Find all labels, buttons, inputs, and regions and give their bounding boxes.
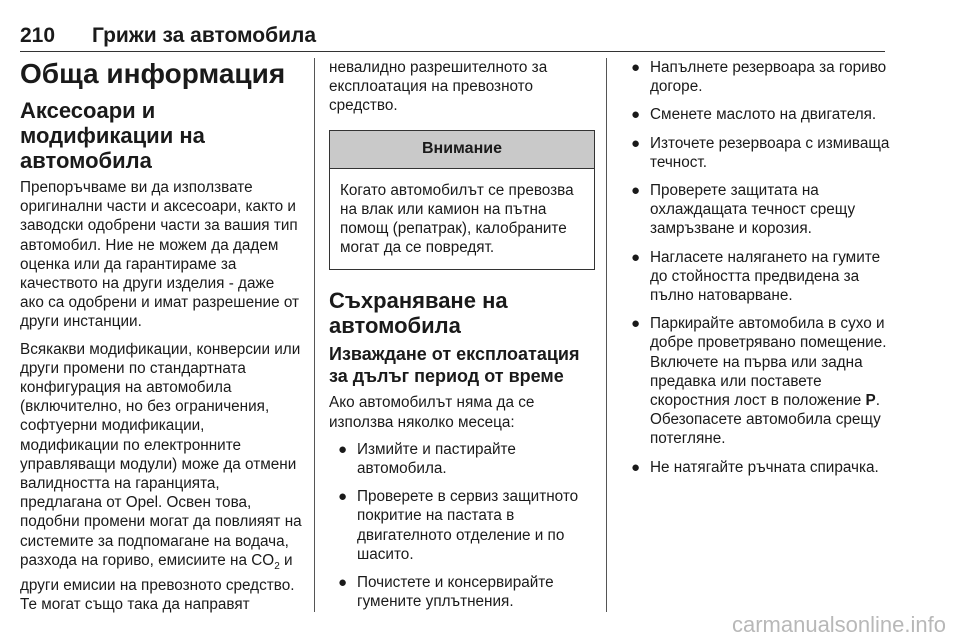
bullet-icon: ● — [631, 106, 641, 124]
column-3 — [622, 58, 892, 486]
column-divider-2 — [606, 58, 607, 612]
bullet-icon: ● — [338, 574, 348, 592]
bullet-icon: ● — [631, 182, 641, 200]
section-title-storage: Съхраняване на автомобила — [329, 288, 508, 339]
bullet-icon: ● — [338, 488, 348, 506]
bullet-icon: ● — [631, 458, 641, 476]
list-item: ● Източете резервоара с измиваща течност. — [631, 134, 890, 171]
paragraph-storage-intro: Ако автомобилът няма да се използва няколко месеца: — [329, 394, 535, 431]
column-2 — [329, 58, 597, 620]
bullet-icon: ● — [631, 315, 641, 333]
list-item: ● Измийте и пастирайте автомобила. — [338, 440, 516, 478]
warning-notice-box — [329, 130, 595, 271]
storage-checklist-part-1 — [329, 440, 597, 612]
warning-notice-title: Внимание — [330, 131, 594, 169]
bullet-icon: ● — [338, 440, 348, 458]
bullet-icon: ● — [631, 134, 641, 152]
subsection-title-accessories: Аксесоари и модификации на автомобила — [20, 98, 205, 173]
section-storage — [329, 288, 597, 611]
watermark: carmanualsonline.info — [731, 612, 946, 637]
list-item: ● Паркирайте автомобила в сухо и добре проветрявано помещение. Включете на първа или задна предавка или поставете скоростния лост в положение P. Обезопасете автомобила срещу потегляне. — [631, 315, 887, 448]
section-title-general-info: Обща информация — [20, 58, 286, 89]
list-item: ● Напълнете резервоара за гориво догоре. — [631, 59, 887, 96]
page-number: 210 — [20, 24, 56, 47]
column-1 — [20, 58, 302, 615]
running-title: Грижи за автомобила — [92, 24, 317, 47]
warning-notice-body: Когато автомобилът се превозва на влак или камион на пътна помощ (репатрак), калобраните могат да се повредят. — [340, 181, 574, 257]
subsection-title-decommission: Изваждане от експлоатация за дълъг период от време — [329, 344, 580, 387]
bullet-icon: ● — [631, 248, 641, 266]
list-item: ● Нагласете налягането на гумите до стойността предвидена за пълно натоварване. — [631, 248, 881, 305]
paragraph-accessories-2: Всякакви модификации, конверсии или други промени по стандартната конфигурация на автомобила (включително, но без ограничения, софтуерни модификации, модификации по електронните управляващи модули) може да отмени валидността на гаранцията, предлагана от Opel. Освен това, подобни промени могат да повлияят на системите за подпомагане на водача, разхода на гориво, емисиите на $CO_2$ и други емисии на превозното средство. Те могат също така да направят — [20, 340, 302, 614]
page-header — [20, 22, 885, 52]
column-divider-1 — [314, 58, 315, 612]
paragraph-accessories-1: Препоръчваме ви да използвате оригинални части и аксесоари, както и заводски одобрени части за вашия тип автомобил. Ние не можем да дадем оценка или да гарантираме за качеството на други изделия - даже ако са одобрени и имат разрешение от други инстанции. — [20, 179, 300, 331]
storage-checklist-part-2 — [622, 58, 892, 477]
list-item: ● Не натягайте ръчната спирачка. — [631, 458, 879, 476]
bullet-icon: ● — [631, 59, 641, 76]
list-item: ● Сменете маслото на двигателя. — [631, 106, 877, 124]
list-item: ● Проверете в сервиз защитното покритие на пастата в двигателното отделение и по шасито. — [338, 488, 579, 563]
list-item: ● Почистете и консервирайте гумените уплътнения. — [338, 574, 554, 611]
list-item: ● Проверете защитата на охлаждащата течност срещу замръзване и корозия. — [631, 182, 856, 238]
paragraph-accessories-2-continued: невалидно разрешителното за експлоатация на превозното средство. — [329, 59, 548, 115]
